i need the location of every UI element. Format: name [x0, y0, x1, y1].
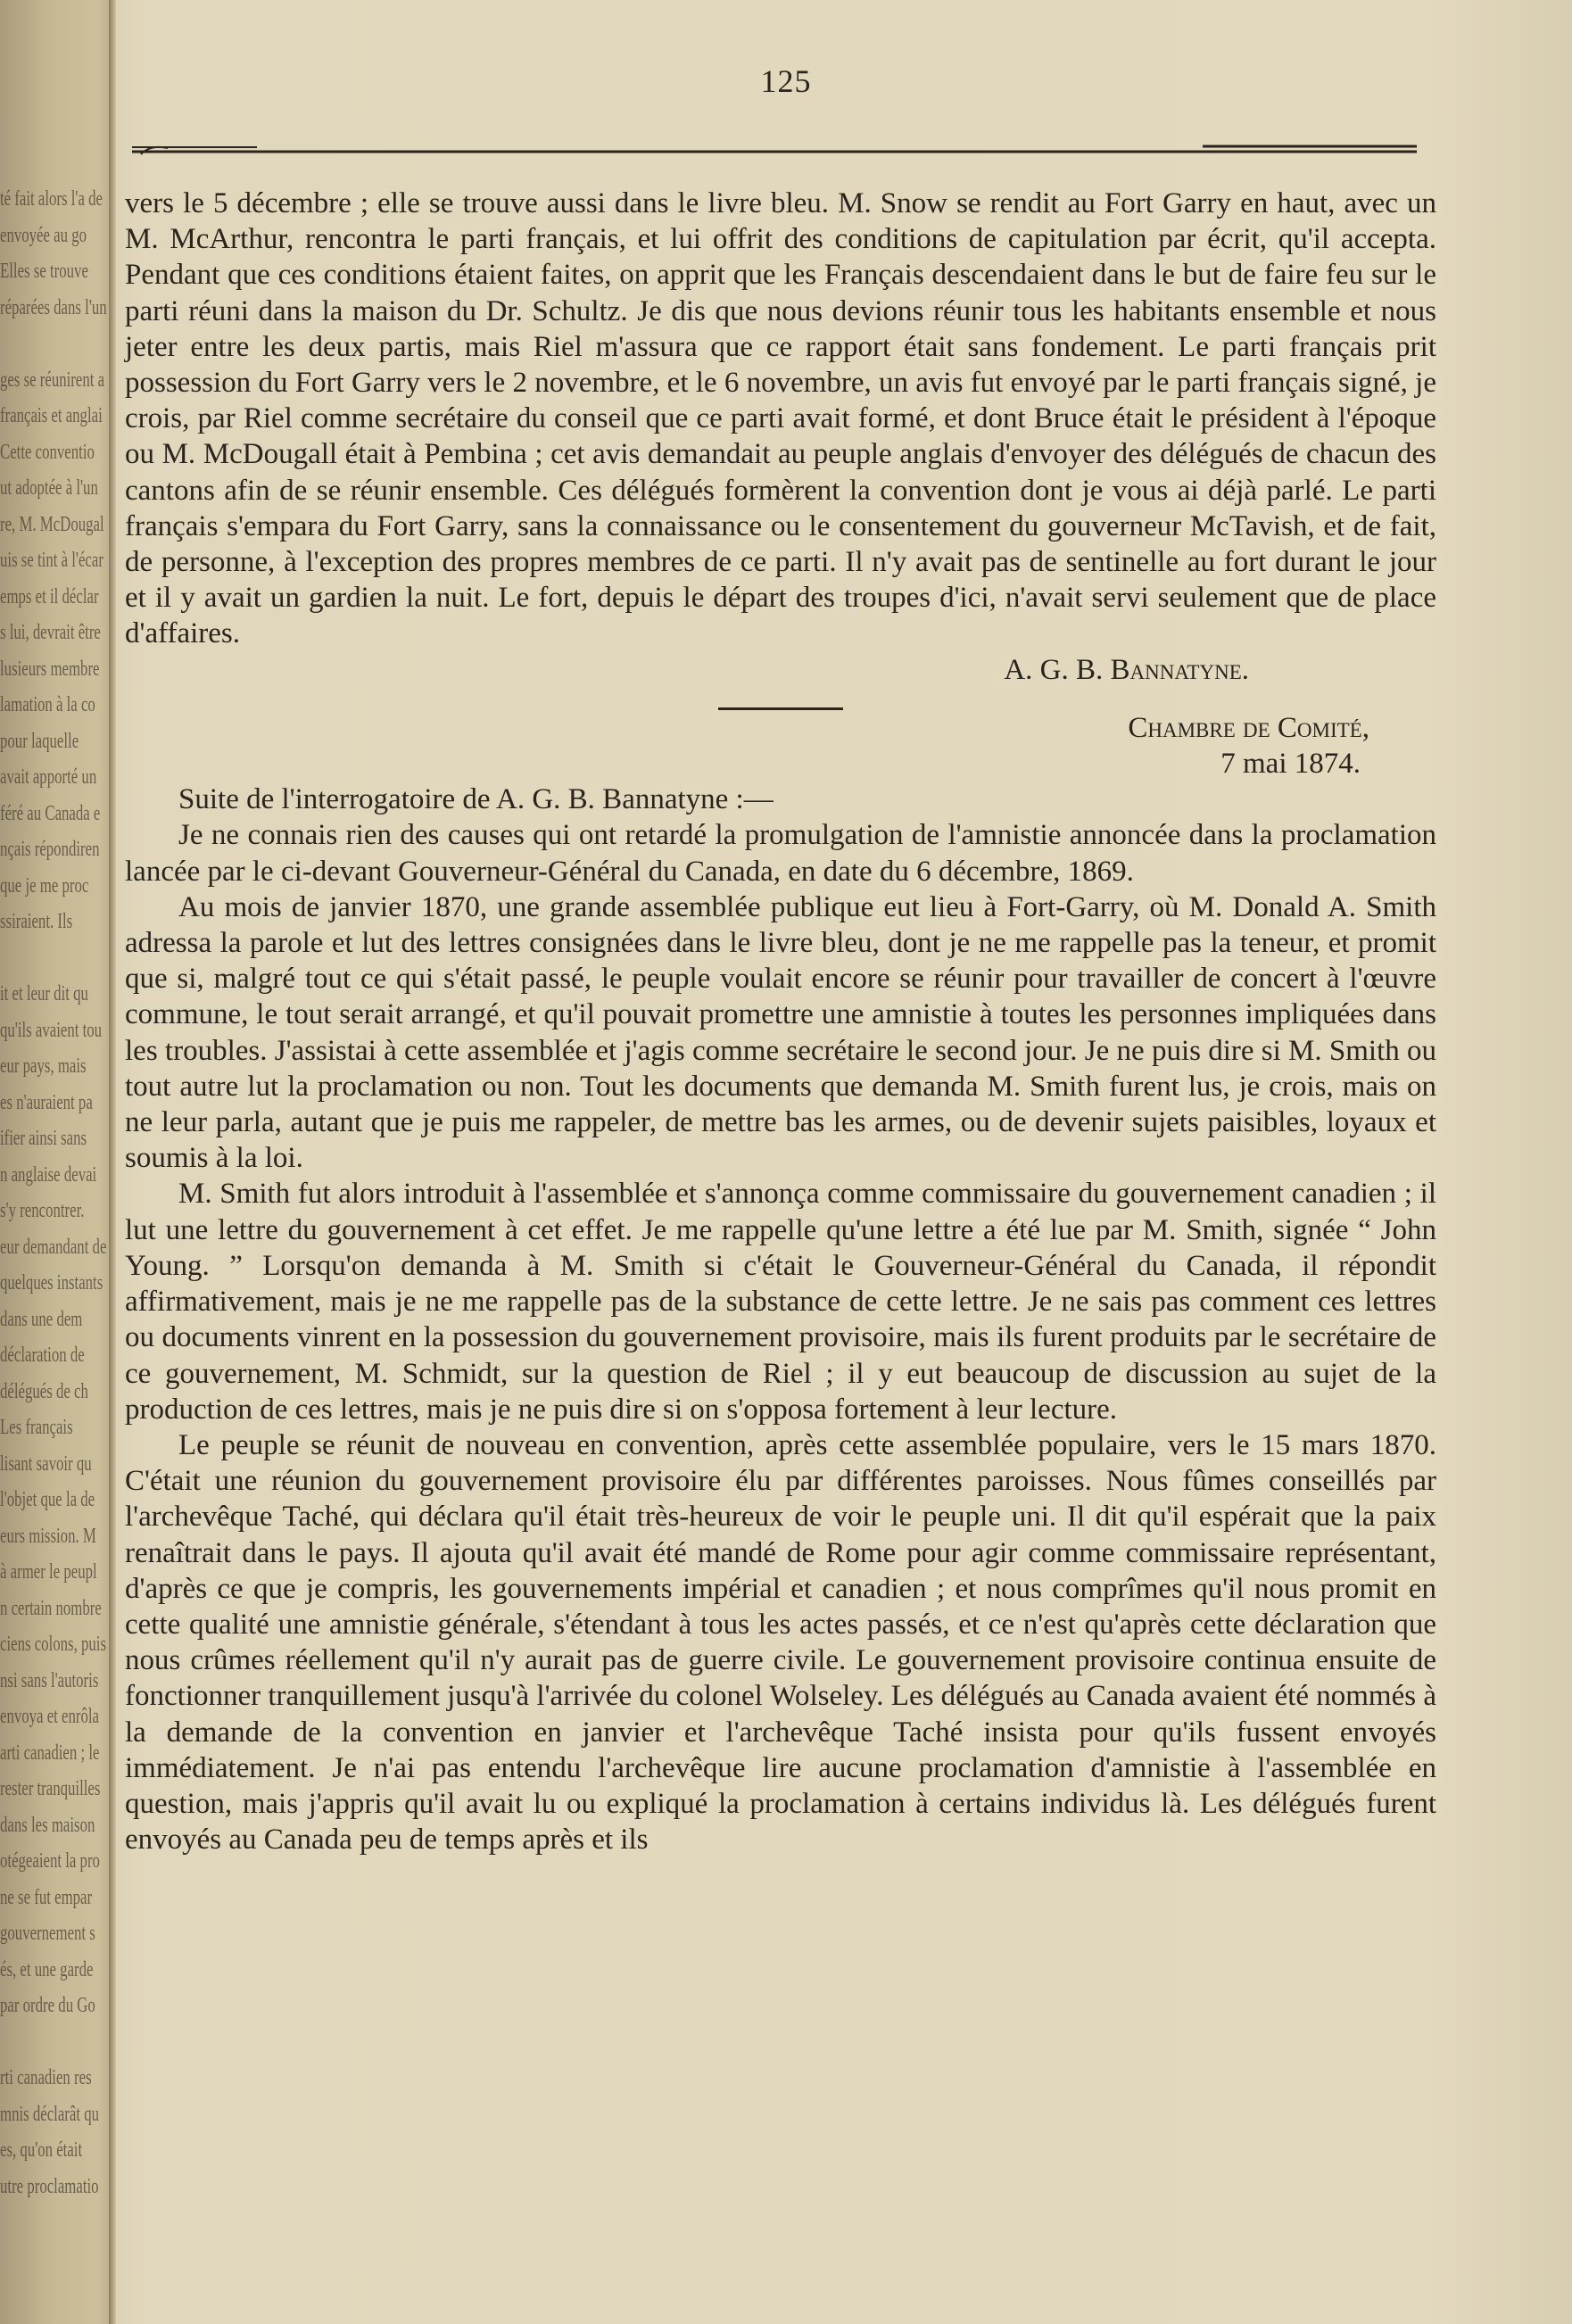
header-rule — [132, 141, 1417, 159]
gutter-text-line: pour laquelle — [0, 729, 79, 753]
gutter-text-line: it et leur dit qu — [0, 982, 88, 1005]
gutter-text-line: s'y rencontrer. — [0, 1199, 85, 1222]
gutter-text-line: à armer le peupl — [0, 1560, 97, 1584]
gutter-text-line: Cette conventio — [0, 440, 95, 464]
gutter-text-line: rester tranquilles — [0, 1777, 101, 1800]
gutter-text-line: eur pays, mais — [0, 1054, 87, 1078]
paragraph-1: vers le 5 décembre ; elle se trouve aussi dans le livre bleu. M. Snow se rendit au Fort Garry en haut, avec un M. McArthur, rencontra le parti français, et lui offrit des conditions de capitulation par écrit, qu'il accepta. Pendant que ces conditions étaient faites, on apprit que les Français descendaient dans le but de faire feu sur le parti réuni dans la maison du Dr. Schultz. Je dis que nous devions réunir tous les habitants ensemble et nous jeter entre les deux partis, mais Riel m'assura que ce rapport était sans fondement. Le parti français prit possession du Fort Garry vers le 2 novembre, et le 6 novembre, un avis fut envoyé par le parti français signé, je crois, par Riel comme secrétaire du conseil que ce parti avait formé, et dont Bruce était le président à l'époque ou M. McDougall était à Pembina ; cet avis demandait au peuple anglais d'envoyer des délégués de chacun des cantons afin de se réunir ensemble. Ces délégués formèrent la convention dont je vous ai déjà parlé. Le parti français s'empara du Fort Garry, sans la connaissance ou le consentement du gouverneur McTavish, et de fait, de personne, à l'exception des propres membres de ce parti. Il n'y avait pas de sentinelle au fort durant le jour et il y avait un gardien la nuit. Le fort, depuis le départ des troupes d'ici, n'avait servi seulement que de place d'affaires. — [125, 187, 1436, 650]
gutter-text-line: avait apporté un — [0, 765, 97, 789]
gutter-text-line: es n'auraient pa — [0, 1090, 93, 1114]
gutter-text-line: uis se tint à l'écar — [0, 549, 103, 572]
gutter-text-line: délégués de ch — [0, 1379, 88, 1403]
gutter-text-line: déclaration de — [0, 1344, 85, 1367]
gutter-text-line: s lui, devrait être — [0, 621, 101, 644]
gutter-text-line: lamation à la co — [0, 693, 95, 716]
gutter-text-line: lusieurs membre — [0, 657, 100, 681]
gutter-text-line: quelques instants — [0, 1271, 103, 1294]
gutter-text-line: eurs mission. M — [0, 1524, 96, 1548]
gutter-text-line: Elles se trouve — [0, 260, 88, 283]
gutter-text-line: gouvernement s — [0, 1922, 95, 1945]
gutter-text-line: féré au Canada e — [0, 801, 101, 825]
gutter-text-line: mnis déclarât qu — [0, 2102, 100, 2126]
gutter-text-line: és, et une garde — [0, 1957, 94, 1981]
gutter-text-line: té fait alors l'a de — [0, 187, 103, 211]
gutter-text-line: rti canadien res — [0, 2066, 92, 2089]
previous-page-margin — [0, 0, 114, 2324]
signature: A. G. B. Bannatyne. — [1004, 653, 1249, 686]
gutter-text-line: ciens colons, puis — [0, 1633, 106, 1656]
gutter-text-line: que je me proc — [0, 873, 89, 897]
gutter-text-line: ifier ainsi sans — [0, 1127, 87, 1150]
gutter-text-line: français et anglai — [0, 404, 103, 427]
paragraph-4: M. Smith fut alors introduit à l'assemblée et s'annonça comme commissaire du gouvernement canadien ; il lut une lettre du gouvernement à cet effet. Je me rappelle qu'une lettre a été lue par M. Smith, signée “ John Young. ” Lorsqu'on demanda à M. Smith si c'était le Gouverneur-Général du Canada, il répondit affirmativement, mais je ne me rappelle pas de la substance de cette lettre. Je ne sais pas comment ces lettres ou documents vinrent en la possession du gouvernement provisoire, mais ils furent produits par le secrétaire de ce gouvernement, M. Schmidt, sur la question de Riel ; il y eut beaucoup de discussion au sujet de la production de ces lettres, mais je ne puis dire si on s'opposa fortement à leur lecture. — [125, 1178, 1436, 1426]
gutter-text-line: réparées dans l'un — [0, 295, 107, 319]
gutter-text-line: arti canadien ; le — [0, 1741, 100, 1765]
gutter-text-line: n certain nombre — [0, 1596, 102, 1620]
gutter-text-line: par ordre du Go — [0, 1994, 95, 2017]
gutter-text-line: l'objet que la de — [0, 1488, 95, 1511]
gutter-text-line: eur demandant de — [0, 1235, 107, 1259]
gutter-text-line: ne se fut empar — [0, 1885, 93, 1909]
page-binding-edge — [109, 0, 116, 2324]
gutter-text-line: nsi sans l'autoris — [0, 1668, 99, 1692]
gutter-text-line: lisant savoir qu — [0, 1451, 92, 1476]
document-body — [125, 186, 1436, 1857]
gutter-text-line: n anglaise devai — [0, 1162, 97, 1187]
gutter-text-line: emps et il déclar — [0, 584, 99, 608]
gutter-text-line: ut adoptée à l'un — [0, 476, 98, 500]
gutter-text-line: envoyée au go — [0, 223, 87, 247]
gutter-text-line: utre proclamatio — [0, 2174, 99, 2198]
gutter-text-line: dans une dem — [0, 1307, 83, 1331]
dateline: 7 mai 1874. — [1220, 748, 1361, 781]
suite-heading: Suite de l'interrogatoire de A. G. B. Bannatyne :— — [178, 783, 774, 816]
paragraph-3: Au mois de janvier 1870, une grande assemblée publique eut lieu à Fort-Garry, où M. Donald A. Smith adressa la parole et lut des lettres consignées dans le livre bleu, dont je ne me rappelle pas la teneur, et promit que si, malgré tout ce qui s'était passé, le peuple voulait encore se réunir pour travailler de concert à l'œuvre commune, le tout serait arrangé, et qu'il pouvait promettre une amnistie à toutes les personnes impliquées dans les troubles. J'assistai à cette assemblée et j'agis comme secrétaire le second jour. Je ne puis dire si M. Smith ou tout autre lut la proclamation ou non. Tout les documents que demanda M. Smith furent lus, je crois, mais on ne leur parla, autant que je puis me rappeler, de mettre bas les armes, ou de devenir sujets paisibles, loyaux et soumis à la loi. — [125, 890, 1436, 1175]
gutter-text-line: es, qu'on était — [0, 2138, 83, 2162]
gutter-text-line: qu'ils avaient tou — [0, 1018, 103, 1042]
paragraph-5: Le peuple se réunit de nouveau en convention, après cette assemblée populaire, vers le 15 mars 1870. C'était une réunion du gouvernement provisoire élu par différentes paroisses. Nous fûmes conseillés par l'archevêque Taché, qui déclara qu'il était très-heureux de voir le peuple uni. Il dit qu'il espérait que la paix renaîtrait dans le pays. Il ajouta qu'il avait été mandé de Rome pour agir comme commissaire représentant, d'après ce que je compris, les gouvernements impérial et canadien ; et nous comprîmes qu'il nous promit en cette qualité une amnistie générale, s'étendant à tous les actes passés, et ce n'est qu'après cette déclaration que nous crûmes réellement qu'il n'y aurait pas de guerre civile. Le gouvernement provisoire continua ensuite de fonctionner tranquillement jusqu'à l'arrivée du colonel Wolseley. Les délégués au Canada avaient été nommés à la demande de la convention en janvier et l'archevêque Taché insista pour qu'ils fussent envoyés immédiatement. Je n'ai pas entendu l'archevêque lire aucune proclamation d'amnistie à l'assemblée en question, mais j'appris qu'il avait lu ou expliqué la proclamation à certains individus là. Les délégués furent envoyés au Canada peu de temps après et ils — [125, 1428, 1436, 1857]
gutter-text-line: envoya et enrôla — [0, 1705, 100, 1728]
page-number: 125 — [760, 63, 812, 99]
gutter-text-line: ssiraient. Ils — [0, 910, 73, 933]
gutter-text-line: ges se réunirent a — [0, 368, 105, 392]
gutter-text-line: dans les maison — [0, 1813, 95, 1837]
gutter-text-line: re, M. McDougal — [0, 512, 104, 536]
gutter-text-line: Les français — [0, 1416, 73, 1439]
gutter-text-line: nçais répondiren — [0, 838, 100, 861]
paragraph-2: Je ne connais rien des causes qui ont retardé la promulgation de l'amnistie annoncée dans la proclamation lancée par le ci-devant Gouverneur-Général du Canada, en date du 6 décembre, 1869. — [125, 819, 1436, 888]
gutter-text-line: otégeaient la pro — [0, 1849, 100, 1873]
chambre-heading: Chambre de Comité, — [1128, 711, 1369, 744]
